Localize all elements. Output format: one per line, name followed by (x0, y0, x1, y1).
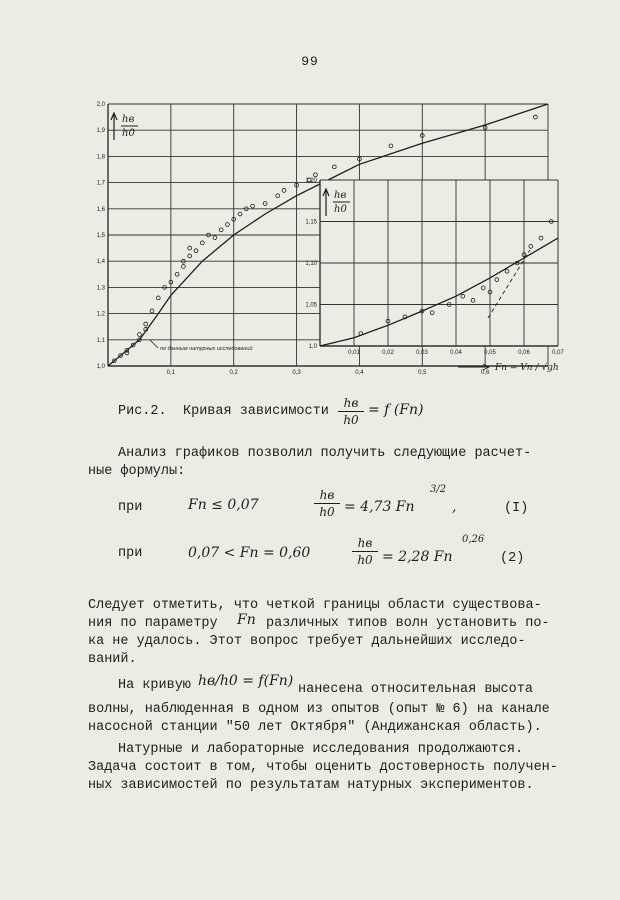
main-ytick: 1,1 (96, 337, 105, 344)
main-data-point (332, 165, 336, 169)
main-ytick: 1,5 (96, 233, 105, 239)
formula-1-fraction (314, 488, 340, 519)
inset-ytick: 1,15 (305, 219, 317, 226)
inset-xtick: 0,02 (382, 350, 394, 356)
formula-2-label: при (118, 546, 143, 561)
main-annotation-pointer (150, 340, 158, 348)
main-data-point (263, 202, 267, 206)
page-number: 99 (301, 54, 319, 69)
analysis-line-1: Анализ графиков позволил получить следующие расчет- (118, 446, 532, 461)
main-data-point (150, 309, 154, 313)
main-data-point (219, 228, 223, 232)
main-ytick: 1,3 (96, 285, 105, 292)
formula-2-numerator: hв (357, 536, 373, 550)
main-data-point (144, 322, 148, 326)
inset-xtick: 0,04 (450, 350, 462, 356)
main-ytick: 1,8 (96, 154, 105, 161)
main-ytick: 1,9 (96, 128, 105, 135)
para-1-line-2-symbol: Fп (237, 612, 256, 628)
main-ytick: 1,6 (96, 206, 105, 213)
inset-ylabel-den: h0 (334, 204, 347, 215)
inset-xtick: 0,03 (416, 350, 428, 356)
inset-chart (305, 178, 564, 373)
main-ytick: 1,2 (96, 311, 105, 318)
inset-ytick: 1,20 (305, 178, 317, 184)
para-2-line-1a: На кривую (118, 678, 191, 693)
formula-1-denominator: h0 (319, 505, 335, 519)
main-xtick: 0,1 (166, 370, 176, 376)
main-data-point (238, 212, 242, 216)
inset-ytick: 1,0 (308, 344, 317, 350)
main-ytick: 1,0 (96, 364, 105, 370)
main-ylabel-num: hв (122, 114, 135, 125)
para-1-line-3: ка не удалось. Этот вопрос требует дальнейших исследо- (88, 634, 526, 649)
para-2-line-1b: нанесена относительная высота (298, 682, 533, 697)
figure-caption-text: Кривая зависимости (183, 404, 329, 419)
analysis-line-2: ные формулы: (88, 464, 186, 479)
main-ytick: 1,7 (96, 180, 105, 187)
main-ytick: 2,0 (96, 102, 105, 108)
main-ylabel-den: h0 (122, 128, 135, 139)
inset-xtick: 0,06 (518, 350, 530, 356)
formula-1-numerator: hв (319, 488, 335, 502)
para-1-line-4: ваний. (88, 652, 137, 667)
formula-1-label: при (118, 500, 143, 515)
formula-1-exponent: 3/2 (430, 484, 447, 495)
caption-fraction (338, 396, 364, 427)
inset-ylabel-num: hв (334, 190, 347, 201)
inset-xtick: 0,05 (484, 350, 496, 356)
main-data-point (138, 333, 142, 337)
main-data-point (314, 173, 318, 177)
formula-2-rhs: = 2,28 Fп (382, 549, 453, 565)
main-xtick: 0,3 (292, 370, 301, 376)
main-data-point (182, 265, 186, 269)
para-1-line-2b: различных типов волн установить по- (266, 616, 550, 631)
main-data-point (276, 194, 280, 198)
caption-numerator: hв (343, 396, 359, 410)
main-xtick: 0,2 (229, 370, 238, 376)
para-3-line-2: Задача состоит в том, чтобы оценить достоверность получен- (88, 760, 558, 775)
main-data-point (389, 144, 393, 148)
formula-1-condition: Fп ≤ 0,07 (188, 497, 259, 513)
main-data-point (200, 241, 204, 245)
formula-1-number: (I) (504, 501, 529, 516)
main-data-point (282, 189, 286, 193)
formula-2-exponent: 0,26 (462, 534, 485, 545)
main-data-point (188, 246, 192, 250)
para-3-line-3: ных зависимостей по результатам натурных экспериментов. (88, 778, 534, 793)
para-2-line-3: насосной станции "50 лет Октября" (Андижанская область). (88, 720, 542, 735)
caption-denominator: h0 (343, 413, 359, 427)
formula-1-comma: , (452, 499, 457, 515)
main-data-point (251, 204, 255, 208)
main-data-point (213, 236, 217, 240)
main-ytick: 1,4 (96, 259, 105, 266)
figure-ris-2 (0, 0, 620, 400)
inset-xlabel: Fп = Vп / √gh (495, 363, 559, 373)
main-xtick: 0,4 (355, 370, 364, 376)
main-xtick: 0,5 (418, 370, 427, 376)
formula-2-condition: 0,07 < Fп = 0,60 (188, 545, 311, 561)
main-data-point (156, 296, 160, 300)
figure-caption-label: Рис.2. (118, 404, 167, 419)
main-data-point (175, 272, 179, 276)
inset-ytick: 1,10 (305, 261, 317, 267)
para-2-line-2: волны, наблюденная в одном из опытов (опыт № 6) на канале (88, 702, 550, 717)
inset-xtick: 0,01 (348, 350, 360, 356)
main-xtick: 0,6 (480, 370, 490, 376)
formula-1-rhs: = 4,73 Fп (344, 499, 415, 515)
main-annotation: по данным натурных исследований (160, 346, 253, 352)
caption-rhs: = f (Fп) (368, 402, 424, 418)
para-1-line-1: Следует отметить, что четкой границы области существова- (88, 598, 542, 613)
inset-xtick: 0,07 (552, 350, 564, 356)
para-1-line-2a: ния по параметру (88, 616, 218, 631)
para-3-line-1: Натурные и лабораторные исследования продолжаются. (118, 742, 524, 757)
formula-2-number: (2) (500, 551, 525, 566)
formula-2-fraction (352, 536, 378, 567)
main-data-point (194, 249, 198, 253)
main-data-point (226, 223, 230, 227)
formula-2-denominator: h0 (357, 553, 373, 567)
para-2-line-1-formula: hв/h0 = f(Fп) (198, 673, 294, 689)
inset-ytick: 1,05 (305, 302, 317, 309)
main-data-point (534, 115, 538, 119)
main-data-point (188, 254, 192, 258)
